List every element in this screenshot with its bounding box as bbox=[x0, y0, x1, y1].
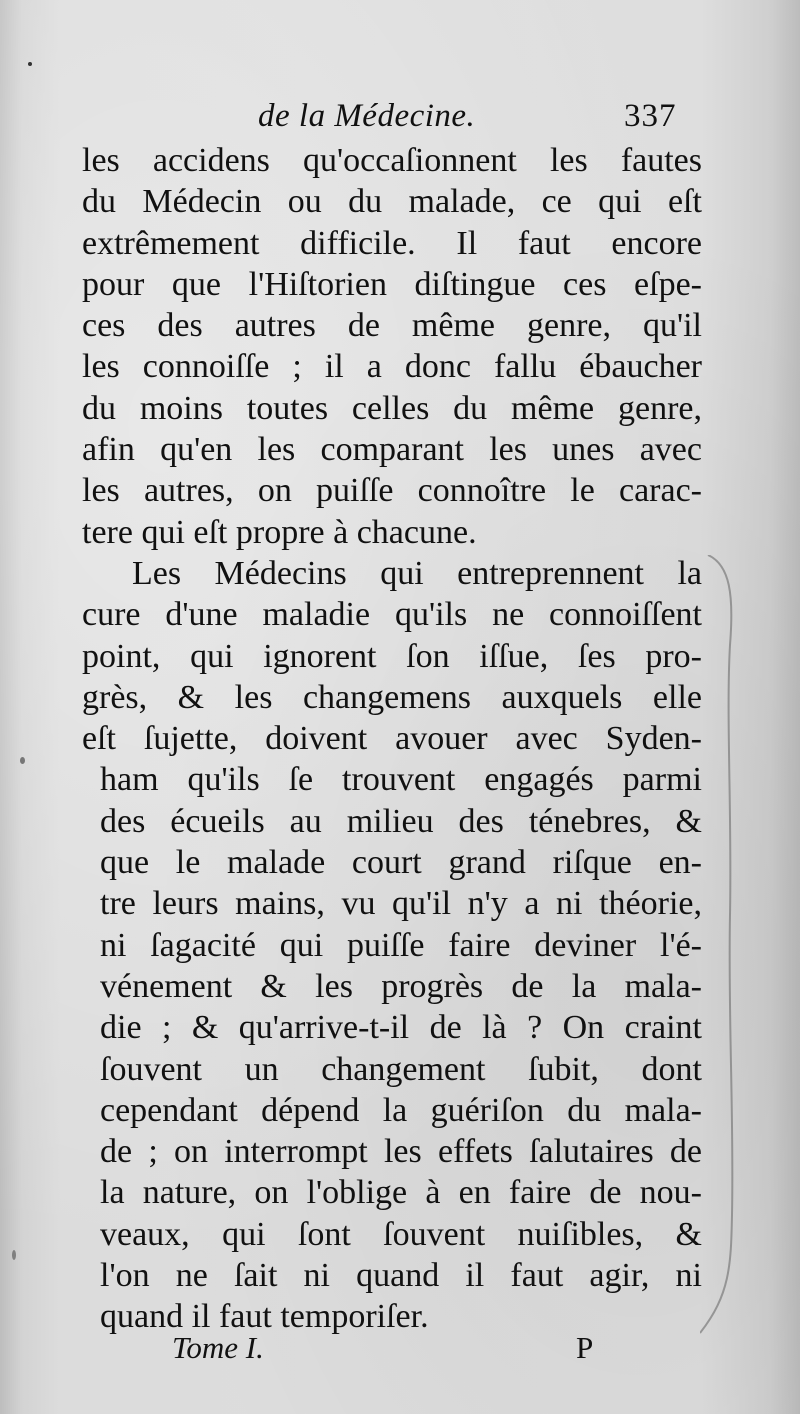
text-line: point, qui ignorent ſon iſſue, ſes pro- bbox=[82, 637, 702, 675]
text-line: tere qui eſt propre à chacune. bbox=[82, 513, 477, 551]
body-text bbox=[82, 140, 702, 1338]
text-line: tre leurs mains, vu qu'il n'y a ni théorie, bbox=[100, 885, 702, 923]
text-line: quand il faut temporiſer. bbox=[100, 1298, 429, 1336]
text-line: ni ſagacité qui puiſſe faire deviner l'é- bbox=[100, 926, 702, 964]
text-line: du Médecin ou du malade, ce qui eſt bbox=[82, 183, 702, 221]
paper-speck bbox=[20, 757, 25, 764]
text-line: afin qu'en les comparant les unes avec bbox=[82, 431, 702, 469]
text-line: la nature, on l'oblige à en faire de nou- bbox=[100, 1174, 702, 1212]
pencil-margin-mark bbox=[700, 555, 770, 1335]
text-line: vénement & les progrès de la mala- bbox=[100, 967, 702, 1005]
text-line: des écueils au milieu des ténebres, & bbox=[100, 802, 702, 840]
text-line: pour que l'Hiſtorien diſtingue ces eſpe- bbox=[82, 265, 702, 303]
text-line: que le malade court grand riſque en- bbox=[100, 844, 702, 882]
pencil-stroke bbox=[700, 555, 732, 1333]
text-line: eſt ſujette, doivent avouer avec Syden- bbox=[82, 720, 702, 758]
text-line: ces des autres de même genre, qu'il bbox=[82, 307, 702, 345]
paper-speck bbox=[28, 62, 32, 66]
text-line: de ; on interrompt les effets ſalutaires de bbox=[100, 1133, 702, 1171]
text-line: ham qu'ils ſe trouvent engagés parmi bbox=[100, 761, 702, 799]
page-number: 337 bbox=[624, 98, 677, 134]
text-line: extrêmement difficile. Il faut encore bbox=[82, 224, 702, 262]
text-line: veaux, qui ſont ſouvent nuiſibles, & bbox=[100, 1215, 702, 1253]
signature-mark: Tome I. bbox=[172, 1330, 264, 1365]
text-line: les connoiſſe ; il a donc fallu ébaucher bbox=[82, 348, 702, 386]
text-line: cependant dépend la guériſon du mala- bbox=[100, 1091, 702, 1129]
text-line: grès, & les changemens auxquels elle bbox=[82, 678, 702, 716]
text-line: l'on ne ſait ni quand il faut agir, ni bbox=[100, 1257, 702, 1295]
text-line: ſouvent un changement ſubit, dont bbox=[100, 1050, 702, 1088]
running-title: de la Médecine. bbox=[258, 98, 476, 134]
text-line: du moins toutes celles du même genre, bbox=[82, 389, 702, 427]
paper-speck bbox=[12, 1250, 16, 1260]
paragraph-start-line: Les Médecins qui entreprennent la bbox=[132, 554, 702, 592]
text-line: cure d'une maladie qu'ils ne connoiſſent bbox=[82, 596, 702, 634]
text-line: les accidens qu'occaſionnent les fautes bbox=[82, 142, 702, 179]
signature-letter: P bbox=[576, 1330, 594, 1365]
text-line: les autres, on puiſſe connoître le carac- bbox=[82, 472, 702, 510]
text-line: die ; & qu'arrive-t-il de là ? On craint bbox=[100, 1009, 702, 1047]
